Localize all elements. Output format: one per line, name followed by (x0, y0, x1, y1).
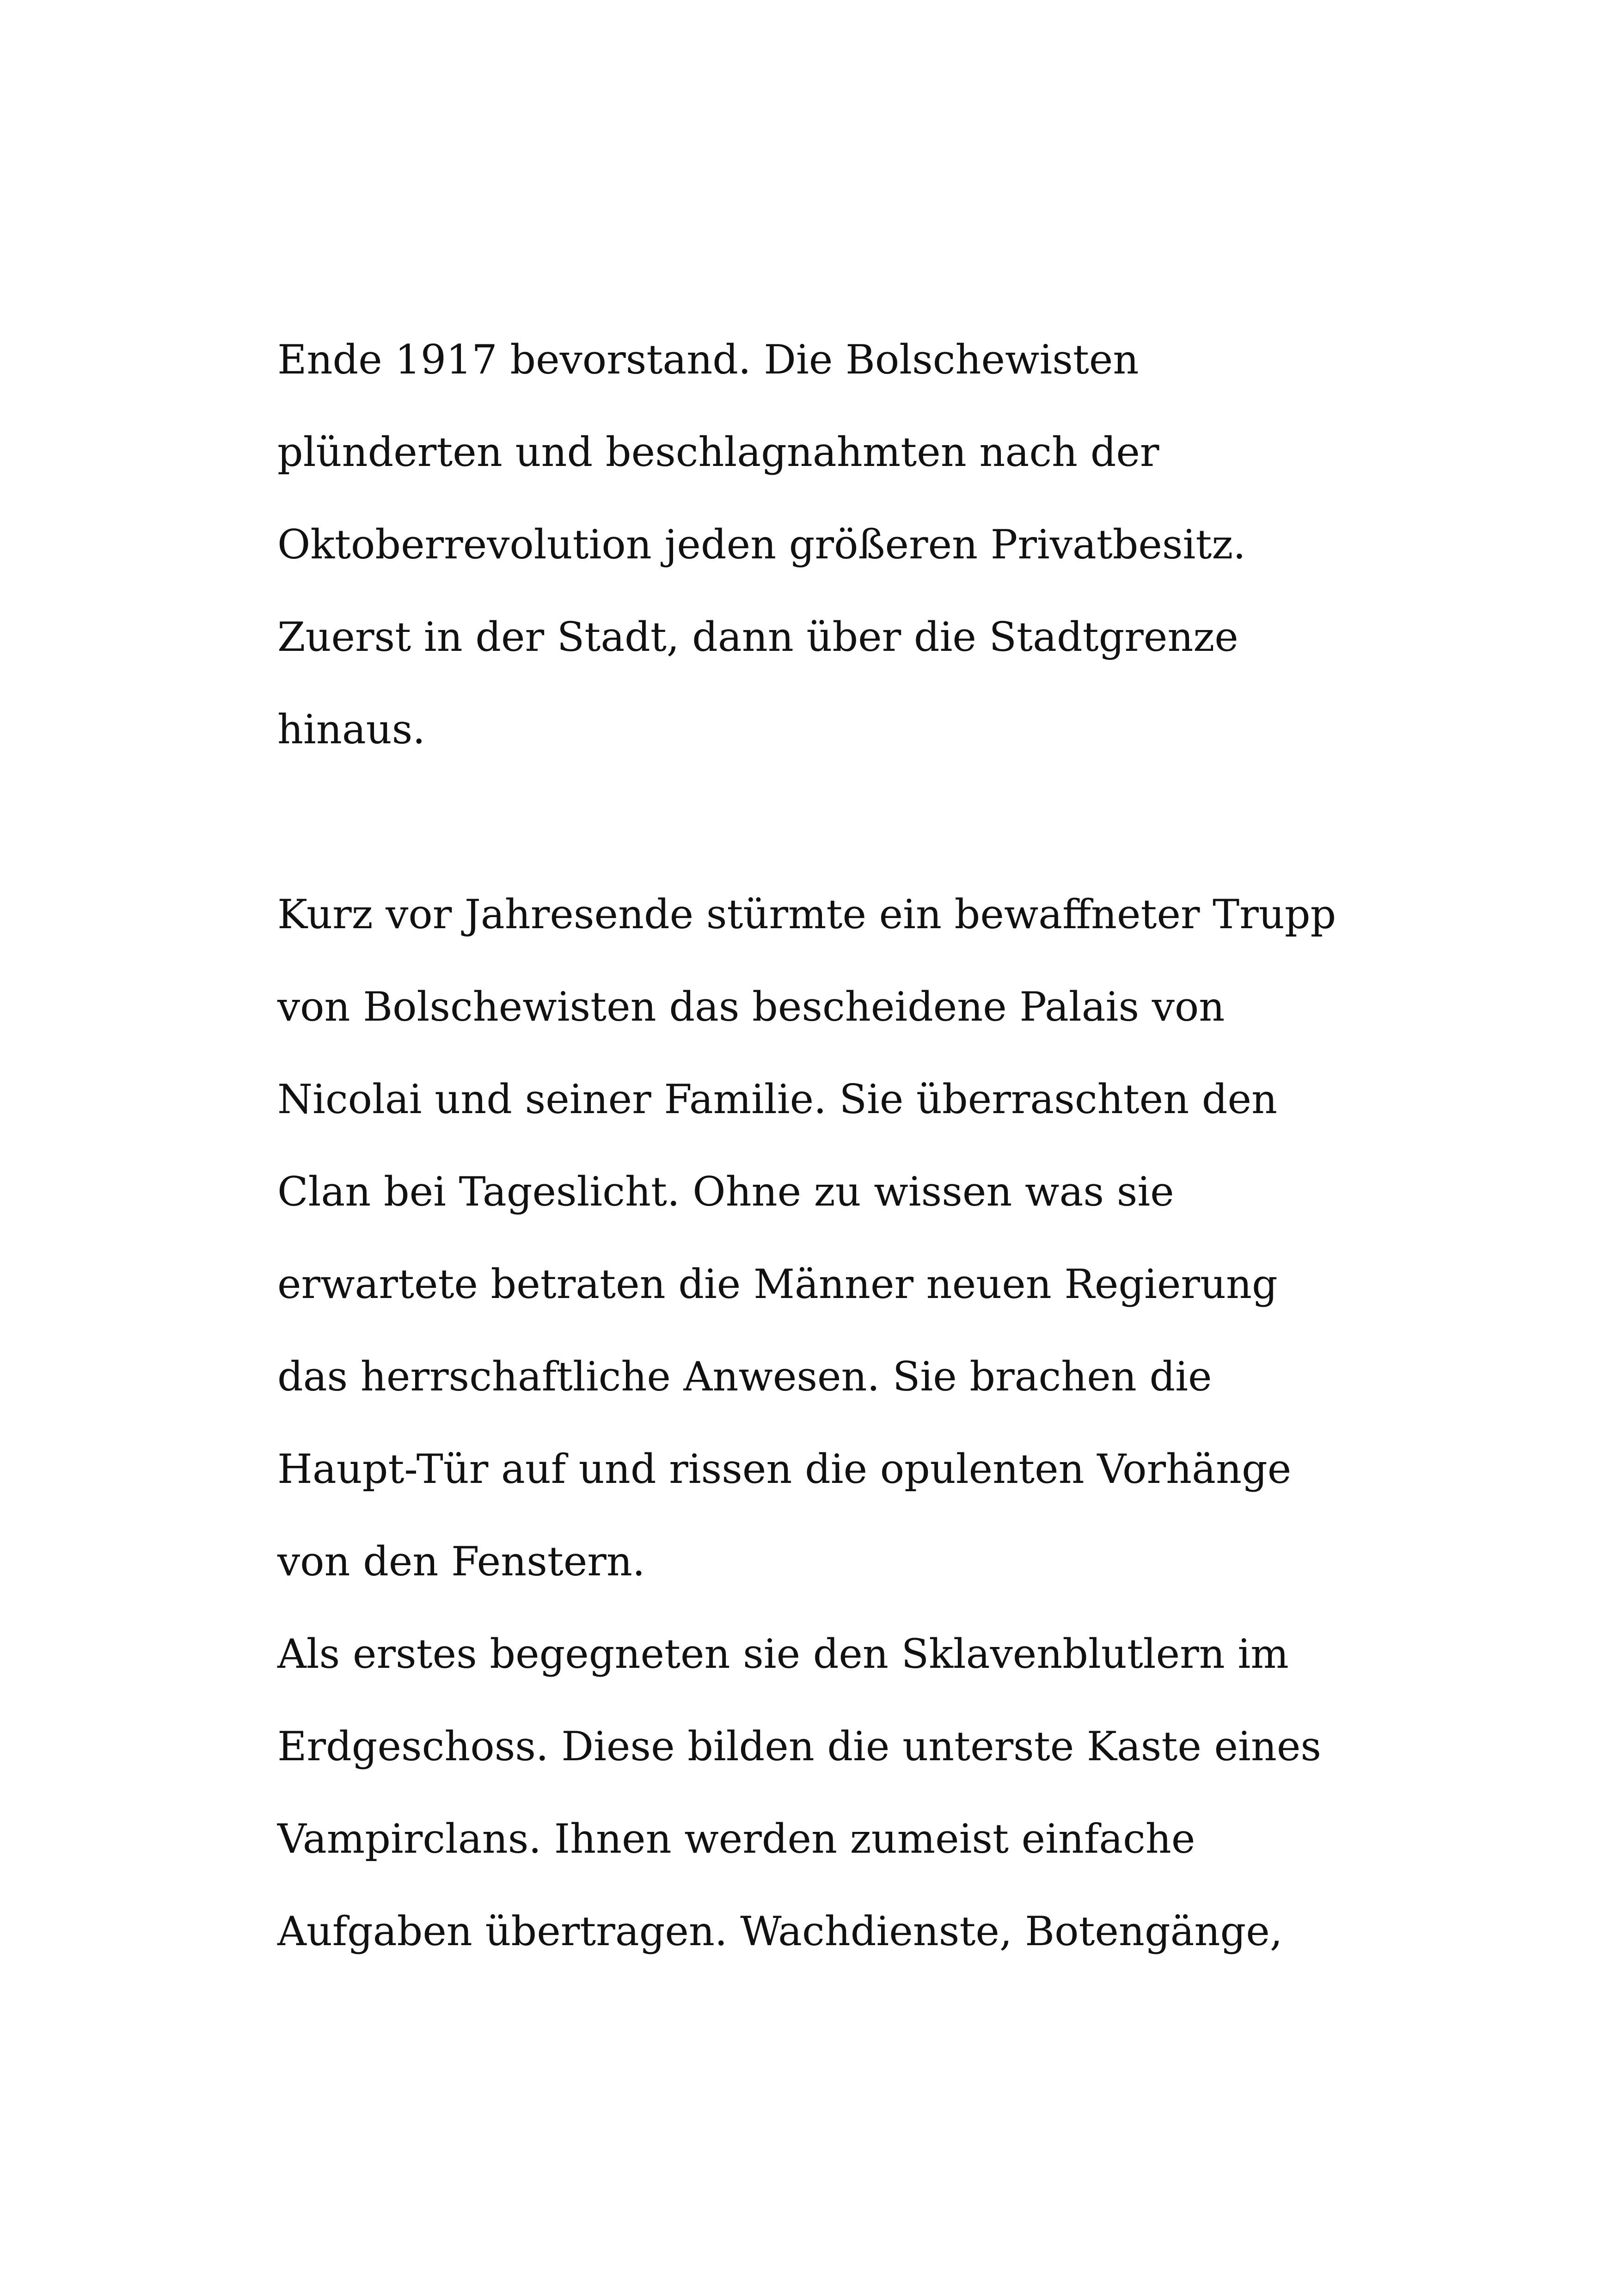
text-line: Aufgaben übertragen. Wachdienste, Botengänge, (277, 1908, 1283, 1955)
paragraph-2 (277, 868, 1433, 1608)
text-line: hinaus. (277, 706, 426, 753)
text-line: von Bolschewisten das bescheidene Palais von (277, 983, 1225, 1030)
text-line: Clan bei Tageslicht. Ohne zu wissen was sie (277, 1168, 1174, 1215)
text-line: Ende 1917 bevorstand. Die Bolschewisten (277, 336, 1139, 383)
text-line: von den Fenstern. (277, 1538, 645, 1585)
paragraph-1 (277, 313, 1433, 776)
text-line: plünderten und beschlagnahmten nach der (277, 429, 1159, 476)
text-line: Erdgeschoss. Diese bilden die unterste Kaste eines (277, 1723, 1322, 1770)
text-line: Haupt-Tür auf und rissen die opulenten Vorhänge (277, 1445, 1292, 1493)
body-text (277, 313, 1433, 1978)
text-line: Kurz vor Jahresende stürmte ein bewaffneter Trupp (277, 891, 1336, 938)
text-line: Als erstes begegneten sie den Sklavenblutlern im (277, 1630, 1289, 1678)
paragraph-spacer (277, 776, 1433, 868)
text-line: Nicolai und seiner Familie. Sie überraschten den (277, 1076, 1278, 1123)
text-line: Vampirclans. Ihnen werden zumeist einfache (277, 1815, 1195, 1862)
text-line: das herrschaftliche Anwesen. Sie brachen die (277, 1353, 1212, 1400)
text-line: Zuerst in der Stadt, dann über die Stadtgrenze (277, 613, 1238, 661)
text-line: Oktoberrevolution jeden größeren Privatbesitz. (277, 521, 1246, 568)
paragraph-3 (277, 1608, 1433, 1978)
text-line: erwartete betraten die Männer neuen Regierung (277, 1261, 1278, 1308)
